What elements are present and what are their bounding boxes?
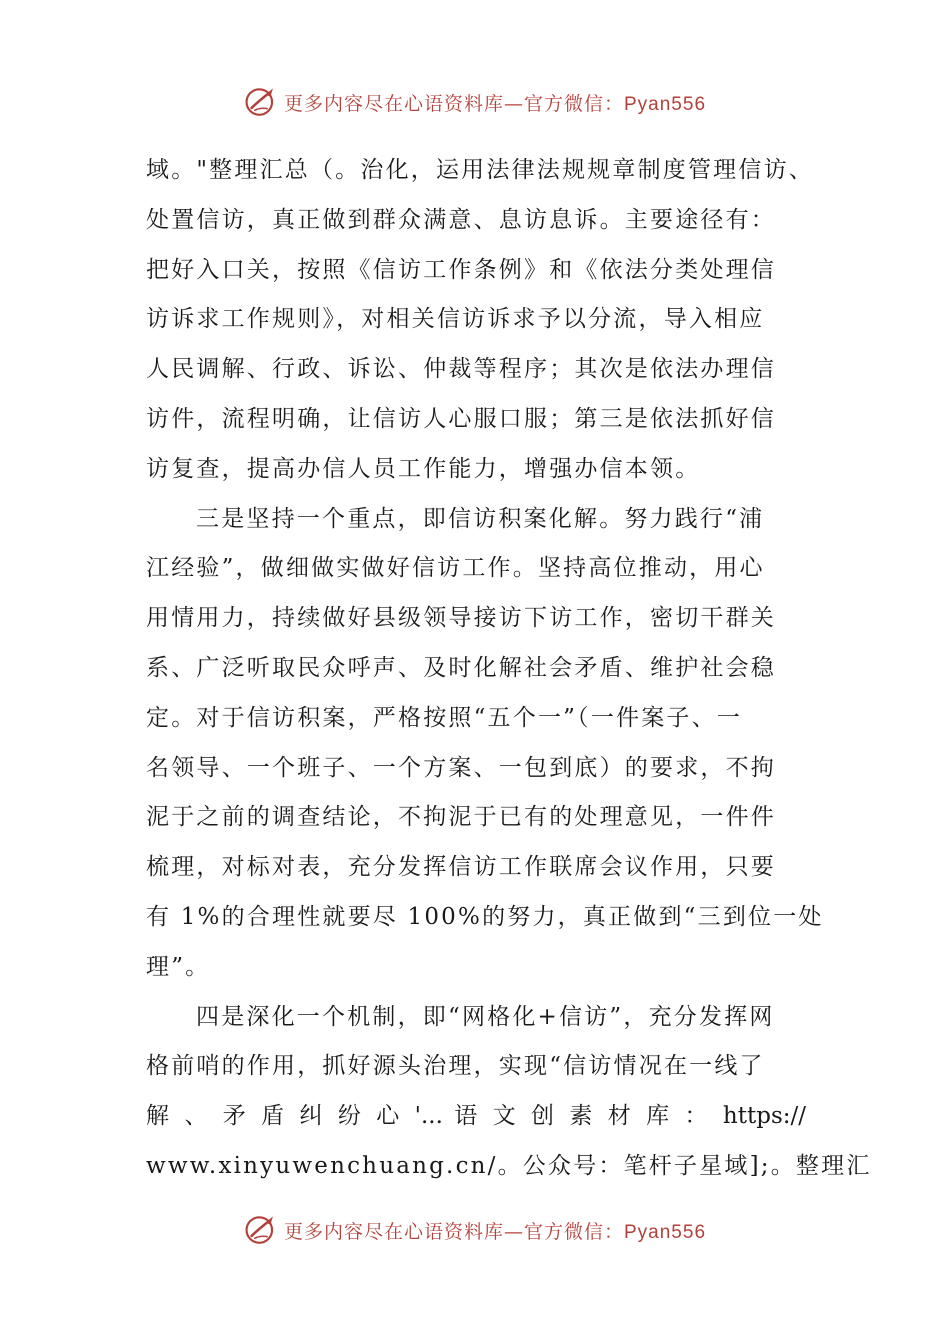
text-line: 江经验”，做细做实做好信访工作。坚持高位推动，用心: [146, 555, 765, 582]
text-line: 梳理，对标对表，充分发挥信访工作联席会议作用，只要: [146, 854, 776, 881]
text-line: 把好入口关，按照《信访工作条例》和《依法分类处理信: [146, 256, 776, 283]
banner-wechat-id: Pyan556: [624, 1221, 707, 1243]
text-line: 定。对于信访积案，严格按照“五个一”（一件案子、一: [146, 704, 743, 731]
document-body: [146, 146, 872, 1192]
text-line: 格前哨的作用，抓好源头治理，实现“信访情况在一线了: [146, 1053, 765, 1080]
text-line: 人民调解、行政、诉讼、仲裁等程序；其次是依法办理信: [146, 356, 776, 383]
pen-logo-icon: [244, 85, 278, 119]
text-line: 有 1%的合理性就要尽 100%的努力，真正做到“三到位一处: [146, 903, 824, 930]
banner-label: 更多内容尽在心语资料库—官方微信：: [283, 1220, 624, 1243]
pen-logo-icon: [244, 1213, 278, 1247]
header-banner: [0, 82, 950, 122]
text-line: 名领导、一个班子、一个方案、一包到底）的要求，不拘: [146, 754, 776, 781]
paragraph-start-line: 四是深化一个机制，即“网格化+信访”，充分发挥网: [196, 1003, 775, 1030]
text-line: 处置信访，真正做到群众满意、息访息诉。主要途径有：: [146, 206, 776, 233]
text-line: 访复查，提高办信人员工作能力，增强办信本领。: [146, 455, 701, 482]
banner-title: [284, 89, 706, 116]
paragraph-start-line: 三是坚持一个重点，即信访积案化解。努力践行“浦: [196, 505, 765, 532]
text-line: 域。"整理汇总（。治化，运用法律法规规章制度管理信访、: [146, 157, 814, 183]
text-line: 理”。: [146, 953, 211, 980]
text-line: 用情用力，持续做好县级领导接访下访工作，密切干群关: [146, 605, 776, 632]
text-line: 访件，流程明确，让信访人心服口服；第三是依法抓好信: [146, 405, 776, 432]
banner-title: [284, 1217, 706, 1244]
banner-wechat-id: Pyan556: [624, 93, 707, 115]
text-line: 泥于之前的调查结论，不拘泥于已有的处理意见，一件件: [146, 804, 776, 831]
footer-banner: [0, 1210, 950, 1250]
text-line: 系、广泛听取民众呼声、及时化解社会矛盾、维护社会稳: [146, 654, 776, 681]
text-line: 访诉求工作规则》，对相关信访诉求予以分流，导入相应: [146, 306, 765, 333]
banner-label: 更多内容尽在心语资料库—官方微信：: [283, 92, 624, 115]
text-line: www.xinyuwenchuang.cn/。公众号：笔杆子星域];。整理汇: [146, 1152, 872, 1179]
text-line: 解 、 矛 盾 纠 纷 心 '... 语 文 创 素 材 库 ： https://: [146, 1103, 806, 1130]
